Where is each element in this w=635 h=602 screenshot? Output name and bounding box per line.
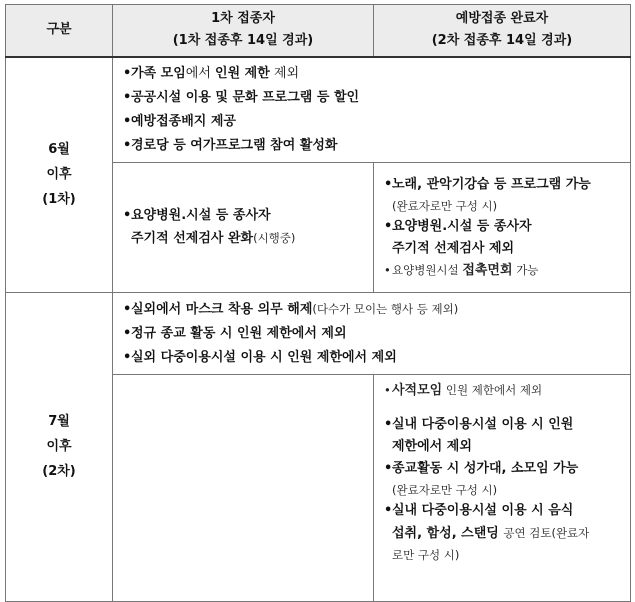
item-note: (완료자로만 구성 시) xyxy=(392,482,498,497)
list-item: •요양병원.시설 등 종사자 xyxy=(384,218,532,234)
july-common-row xyxy=(6,292,631,374)
june-common-items xyxy=(113,57,631,163)
list-item-cont: 섭취, 함성, 스탠딩 공연 검토(완료자 xyxy=(392,525,590,541)
list-item: •요양병원.시설 등 종사자 xyxy=(123,207,271,223)
june-first-dose-items xyxy=(113,162,374,292)
item-note: (완료자로만 구성 시) xyxy=(392,198,498,213)
header-first-dose: 1차 접종자 (1차 접종후 14일 경과) xyxy=(113,5,374,57)
july-completed-items xyxy=(374,374,631,601)
list-item: •요양병원시설 접촉면회 가능 xyxy=(384,262,539,278)
list-item: •실외에서 마스크 착용 의무 해제(다수가 모이는 행사 등 제외) xyxy=(123,301,459,317)
header-row xyxy=(6,5,631,57)
list-item: •실내 다중이용시설 이용 시 음식 xyxy=(384,502,574,518)
list-item-cont: 주기적 선제검사 완화(시행중) xyxy=(131,230,296,246)
list-item: •실외 다중이용시설 이용 시 인원 제한에서 제외 xyxy=(123,349,397,365)
june-label: 6월 이후 (1차) xyxy=(6,57,113,293)
list-item: •경로당 등 여가프로그램 참여 활성화 xyxy=(123,137,338,153)
incentive-table xyxy=(5,4,631,602)
list-item: •가족 모임에서 인원 제한 제외 xyxy=(123,65,300,81)
july-common-items xyxy=(113,292,631,374)
list-item: •예방접종배지 제공 xyxy=(123,113,236,129)
header-completed: 예방접종 완료자 (2차 접종후 14일 경과) xyxy=(374,5,631,57)
list-item: •종교활동 시 성가대, 소모임 가능 xyxy=(384,460,579,476)
list-item-cont: 주기적 선제검사 제외 xyxy=(392,240,515,256)
header-category: 구분 xyxy=(6,5,113,57)
july-label: 7월 이후 (2차) xyxy=(6,292,113,601)
june-common-row xyxy=(6,57,631,163)
list-item: •공공시설 이용 및 문화 프로그램 등 할인 xyxy=(123,89,360,105)
item-note: 로만 구성 시) xyxy=(392,547,460,562)
list-item: •실내 다중이용시설 이용 시 인원 xyxy=(384,416,574,432)
july-first-dose-empty xyxy=(113,374,374,601)
list-item: •노래, 관악기강습 등 프로그램 가능 xyxy=(384,176,591,192)
list-item: •정규 종교 활동 시 인원 제한에서 제외 xyxy=(123,325,347,341)
list-item-cont: 제한에서 제외 xyxy=(392,438,472,454)
list-item: •사적모임 인원 제한에서 제외 xyxy=(384,382,543,398)
june-completed-items xyxy=(374,162,631,292)
